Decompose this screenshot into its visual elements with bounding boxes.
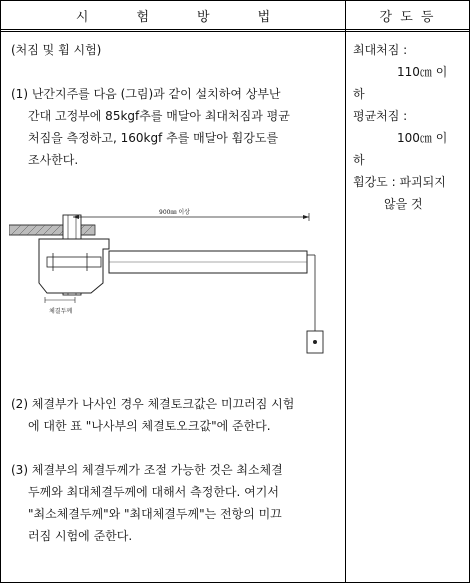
avg-deflection-value: 100㎝ 이 xyxy=(397,131,448,145)
blank-line xyxy=(11,61,341,83)
method-item-2 xyxy=(11,393,341,437)
clamp-jaw xyxy=(47,257,101,267)
column-divider xyxy=(345,1,346,582)
item-3-line-2: 두께와 최대체결두께에 대해서 측정한다. 여기서 xyxy=(28,485,279,499)
max-deflection-value: 110㎝ 이 xyxy=(397,65,448,79)
dimension-label: 900㎜ 이상 xyxy=(159,209,190,216)
item-3-line-4: 러짐 시험에 준한다. xyxy=(28,529,133,543)
header-char-1: 시 xyxy=(75,9,89,25)
item-1-line-3: 처짐을 측정하고, 160kgf 추를 매달아 휨강도를 xyxy=(28,131,279,145)
method-content xyxy=(11,39,341,171)
header-char-2: 험 xyxy=(136,9,149,25)
installation-diagram xyxy=(9,205,329,375)
item-3-line-1: (3) 체결부의 체결두께가 조절 가능한 것은 최소체결 xyxy=(11,463,283,477)
bending-strength-label: 휨강도 : 파괴되지 xyxy=(353,175,446,189)
header-divider-bottom xyxy=(1,31,469,32)
item-1-line-1: (1) 난간지주를 다음 (그림)과 같이 설치하여 상부난 xyxy=(11,87,281,101)
header-test-method xyxy=(1,1,345,29)
header-char-4: 법 xyxy=(257,9,271,25)
max-deflection-label: 최대처짐 : xyxy=(353,43,408,57)
dimension-arrow-right xyxy=(303,215,309,219)
avg-deflection-suffix: 하 xyxy=(353,153,365,167)
thickness-label: 체결두께 xyxy=(49,308,73,315)
weight-hook xyxy=(313,340,317,344)
strength-content xyxy=(353,39,469,215)
slab-shape xyxy=(9,225,95,235)
max-deflection-suffix: 하 xyxy=(353,87,365,101)
header-strength: 강 도 등 xyxy=(379,9,436,25)
avg-deflection-label: 평균처짐 : xyxy=(353,109,408,123)
section-title: (처짐 및 휨 시험) xyxy=(11,43,102,57)
item-2-line-1: (2) 체결부가 나사인 경우 체결토크값은 미끄러짐 시험 xyxy=(11,397,295,411)
item-1-line-4: 조사한다. xyxy=(28,153,79,167)
item-2-line-2: 에 대한 표 "나사부의 체결토오크값"에 준한다. xyxy=(28,419,271,433)
method-item-3 xyxy=(11,459,341,547)
header-divider-top xyxy=(1,29,469,30)
bending-strength-suffix: 않을 것 xyxy=(384,197,423,211)
item-1-line-2: 간대 고정부에 85kgf추를 매달아 최대처짐과 평균 xyxy=(28,109,290,123)
header-char-3: 방 xyxy=(197,9,210,25)
item-3-line-3: "최소체결두께"와 "최대체결두께"는 전항의 미끄 xyxy=(28,507,282,521)
